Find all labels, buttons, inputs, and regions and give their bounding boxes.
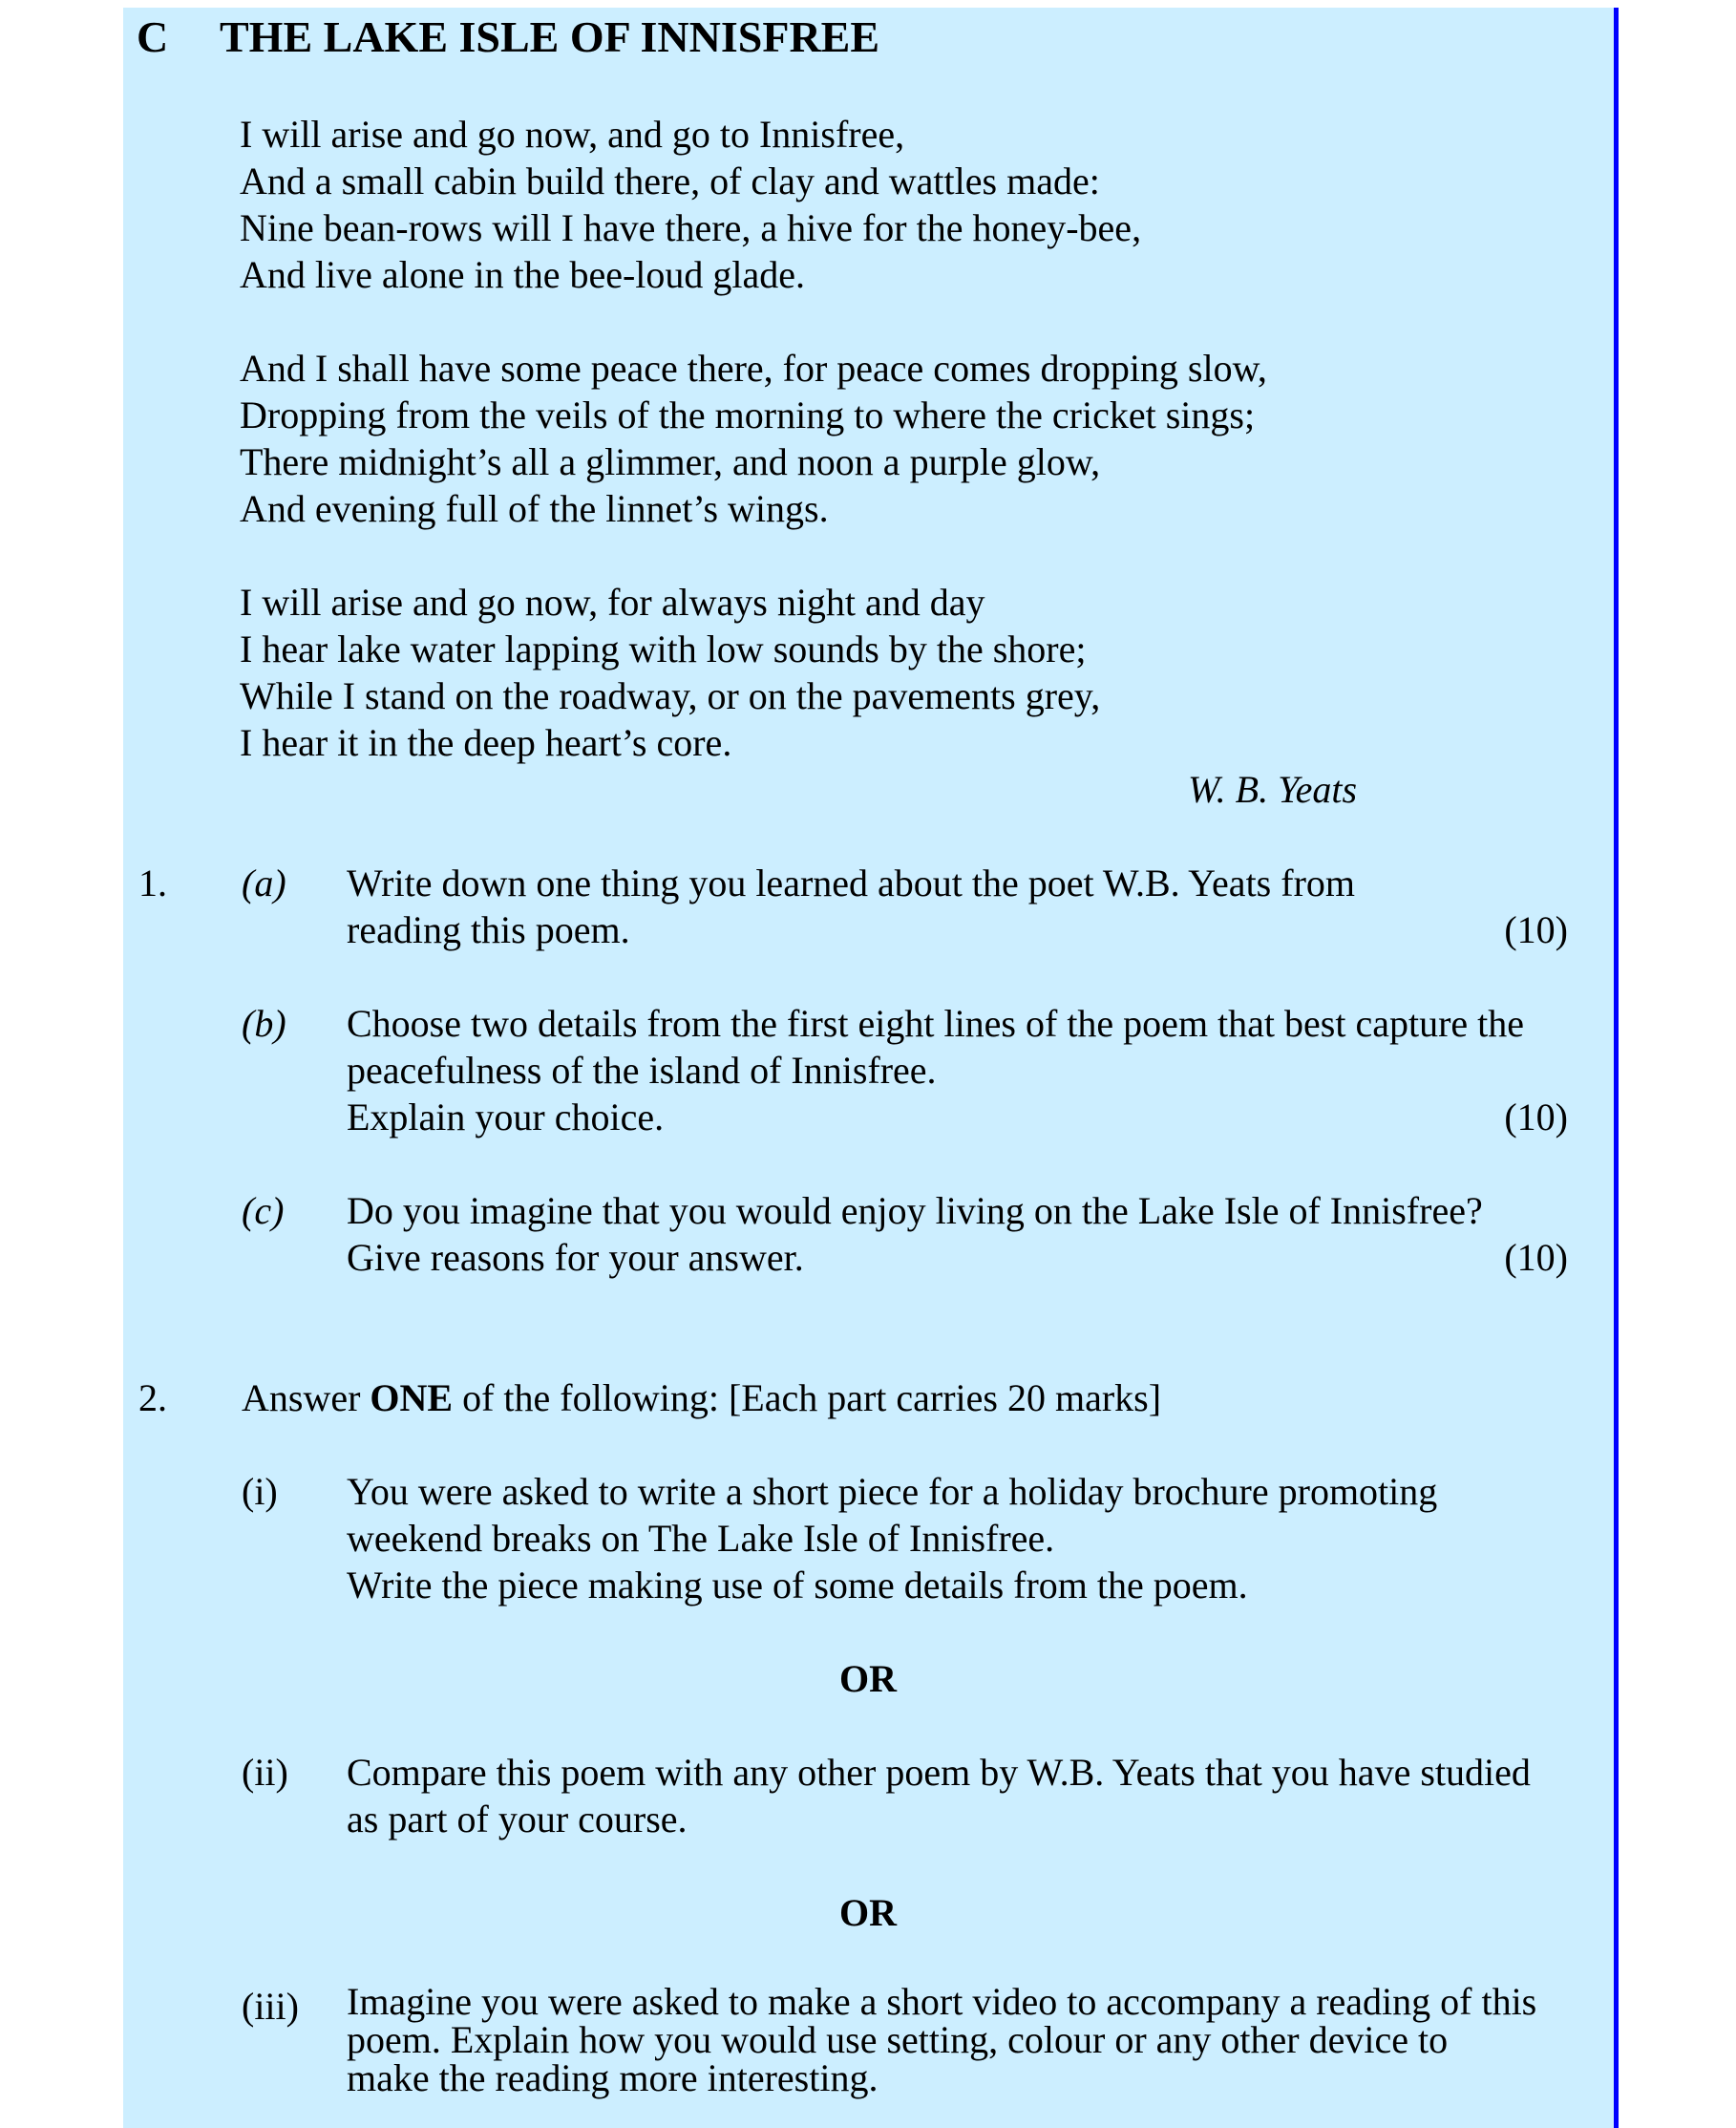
poem-line: And evening full of the linnet’s wings. (240, 487, 829, 530)
or-separator: OR (839, 1891, 897, 1934)
or-separator: OR (839, 1657, 897, 1700)
poem-line: I will arise and go now, and go to Innisfree, (240, 113, 905, 156)
option-text: as part of your course. (347, 1798, 688, 1841)
marks: (10) (1504, 1236, 1568, 1279)
marks: (10) (1504, 908, 1568, 951)
poem-line: I hear it in the deep heart’s core. (240, 721, 732, 764)
part-text: reading this poem. (347, 908, 630, 951)
part-text: Give reasons for your answer. (347, 1236, 804, 1279)
option-text: make the reading more interesting. (347, 2056, 879, 2099)
part-text: Explain your choice. (347, 1096, 665, 1138)
option-text: Compare this poem with any other poem by W.B. Yeats that you have studied (347, 1751, 1531, 1794)
intro-text: of the following: [Each part carries 20 marks] (453, 1376, 1162, 1419)
poem-author: W. B. Yeats (1188, 768, 1358, 811)
question-number: 2. (138, 1376, 167, 1419)
question-number: 1. (138, 862, 167, 904)
option-label: (i) (242, 1470, 278, 1513)
poem-line: Nine bean-rows will I have there, a hive for the honey-bee, (240, 206, 1142, 249)
marks: (10) (1504, 1096, 1568, 1138)
option-text: Write the piece making use of some details from the poem. (347, 1564, 1248, 1607)
poem-line: There midnight’s all a glimmer, and noon a purple glow, (240, 440, 1101, 483)
part-label: (c) (242, 1189, 285, 1232)
option-text: weekend breaks on The Lake Isle of Innisfree. (347, 1517, 1055, 1560)
poem-line: And a small cabin build there, of clay and wattles made: (240, 160, 1100, 202)
option-text: Imagine you were asked to make a short video to accompany a reading of this (347, 1980, 1537, 2023)
poem-line: I hear lake water lapping with low sounds by the shore; (240, 628, 1087, 670)
option-text: poem. Explain how you would use setting, colour or any other device to (347, 2018, 1449, 2061)
poem-line: Dropping from the veils of the morning to where the cricket sings; (240, 394, 1256, 436)
option-label: (iii) (242, 1985, 299, 2028)
part-label: (a) (242, 862, 286, 904)
intro-emphasis: ONE (370, 1376, 454, 1419)
poem-line: And live alone in the bee-loud glade. (240, 253, 806, 296)
poem-line: While I stand on the roadway, or on the pavements grey, (240, 674, 1101, 717)
poem-line: I will arise and go now, for always night and day (240, 581, 985, 624)
option-text: You were asked to write a short piece for a holiday brochure promoting (347, 1470, 1438, 1513)
poem-title: THE LAKE ISLE OF INNISFREE (220, 12, 880, 61)
question-intro (242, 1374, 1161, 1421)
right-margin-rule (1614, 8, 1619, 2128)
poem-line: And I shall have some peace there, for peace comes dropping slow, (240, 347, 1267, 390)
intro-text: Answer (242, 1376, 370, 1419)
part-label: (b) (242, 1002, 286, 1045)
section-letter: C (137, 12, 169, 61)
part-text: Choose two details from the first eight lines of the poem that best capture the (347, 1002, 1525, 1045)
option-label: (ii) (242, 1751, 288, 1794)
part-text: Do you imagine that you would enjoy living on the Lake Isle of Innisfree? (347, 1189, 1483, 1232)
part-text: peacefulness of the island of Innisfree. (347, 1049, 937, 1092)
part-text: Write down one thing you learned about the poet W.B. Yeats from (347, 862, 1355, 904)
